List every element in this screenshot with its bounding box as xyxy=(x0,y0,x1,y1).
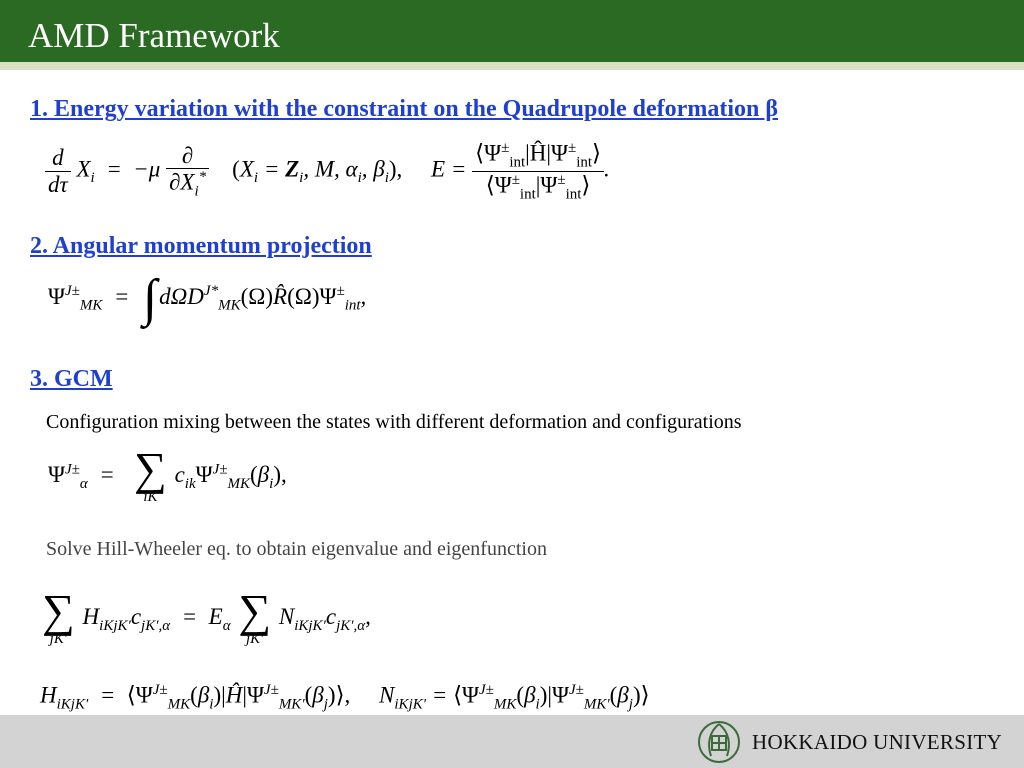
university-emblem-icon xyxy=(697,720,741,764)
equation-energy-variation: $\frac{d}{d\tau}$ $X_i = -\mu$ $\frac{\partial}{\partial X_i^*}$ ($X_i = Z_i$, M, $\alpha_i$, $\beta_i$), E = $\frac{⟨\Psi^\pm_{int}|Ĥ|\Psi^\pm_{int}⟩}{⟨\Psi^\pm_{int}|\Psi^\pm_{int}⟩}$ . xyxy=(45,140,610,203)
equation-gcm-mixing: $\Psi^{J\pm}_\alpha$ = ∑ iK $c_{ik}\Psi^{J\pm}_{MK}(\beta_i)$, xyxy=(48,443,287,506)
section-heading-3: 3. GCM xyxy=(30,366,113,392)
slide-title: AMD Framework xyxy=(28,16,280,55)
section-heading-1: 1. Energy variation with the constraint on the Quadrupole deformation β xyxy=(30,96,778,122)
university-name: HOKKAIDO UNIVERSITY xyxy=(752,730,1003,754)
gcm-description: Configuration mixing between the states with different deformation and configurations xyxy=(46,411,742,433)
equation-matrix-elements: $H_{iKjK'}$ = $⟨\Psi^{J\pm}_{MK}(\beta_i)|Ĥ|\Psi^{J\pm}_{MK'}(\beta_j)⟩$, $N_{iKjK'}$ = $⟨\Psi^{J\pm}_{MK}(\beta_i)|\Psi^{J\pm}_{MK'}(\beta_j)⟩$ xyxy=(40,682,650,713)
equation-hill-wheeler: ∑ jK′ $H_{iKjK'}c_{jK',\alpha} = E_\alpha$ ∑ jK′ $N_{iKjK'}c_{jK',\alpha}$, xyxy=(42,585,371,648)
hill-wheeler-text: Solve Hill-Wheeler eq. to obtain eigenvalue and eigenfunction xyxy=(46,538,547,560)
section-heading-2: 2. Angular momentum projection xyxy=(30,233,372,259)
title-stripe xyxy=(0,62,1024,70)
equation-projection: $\Psi^{J\pm}_{MK}$ = $\int d\Omega D^{J*}_{MK}(\Omega)R̂(\Omega)\Psi^\pm_{int}$, xyxy=(48,270,367,327)
